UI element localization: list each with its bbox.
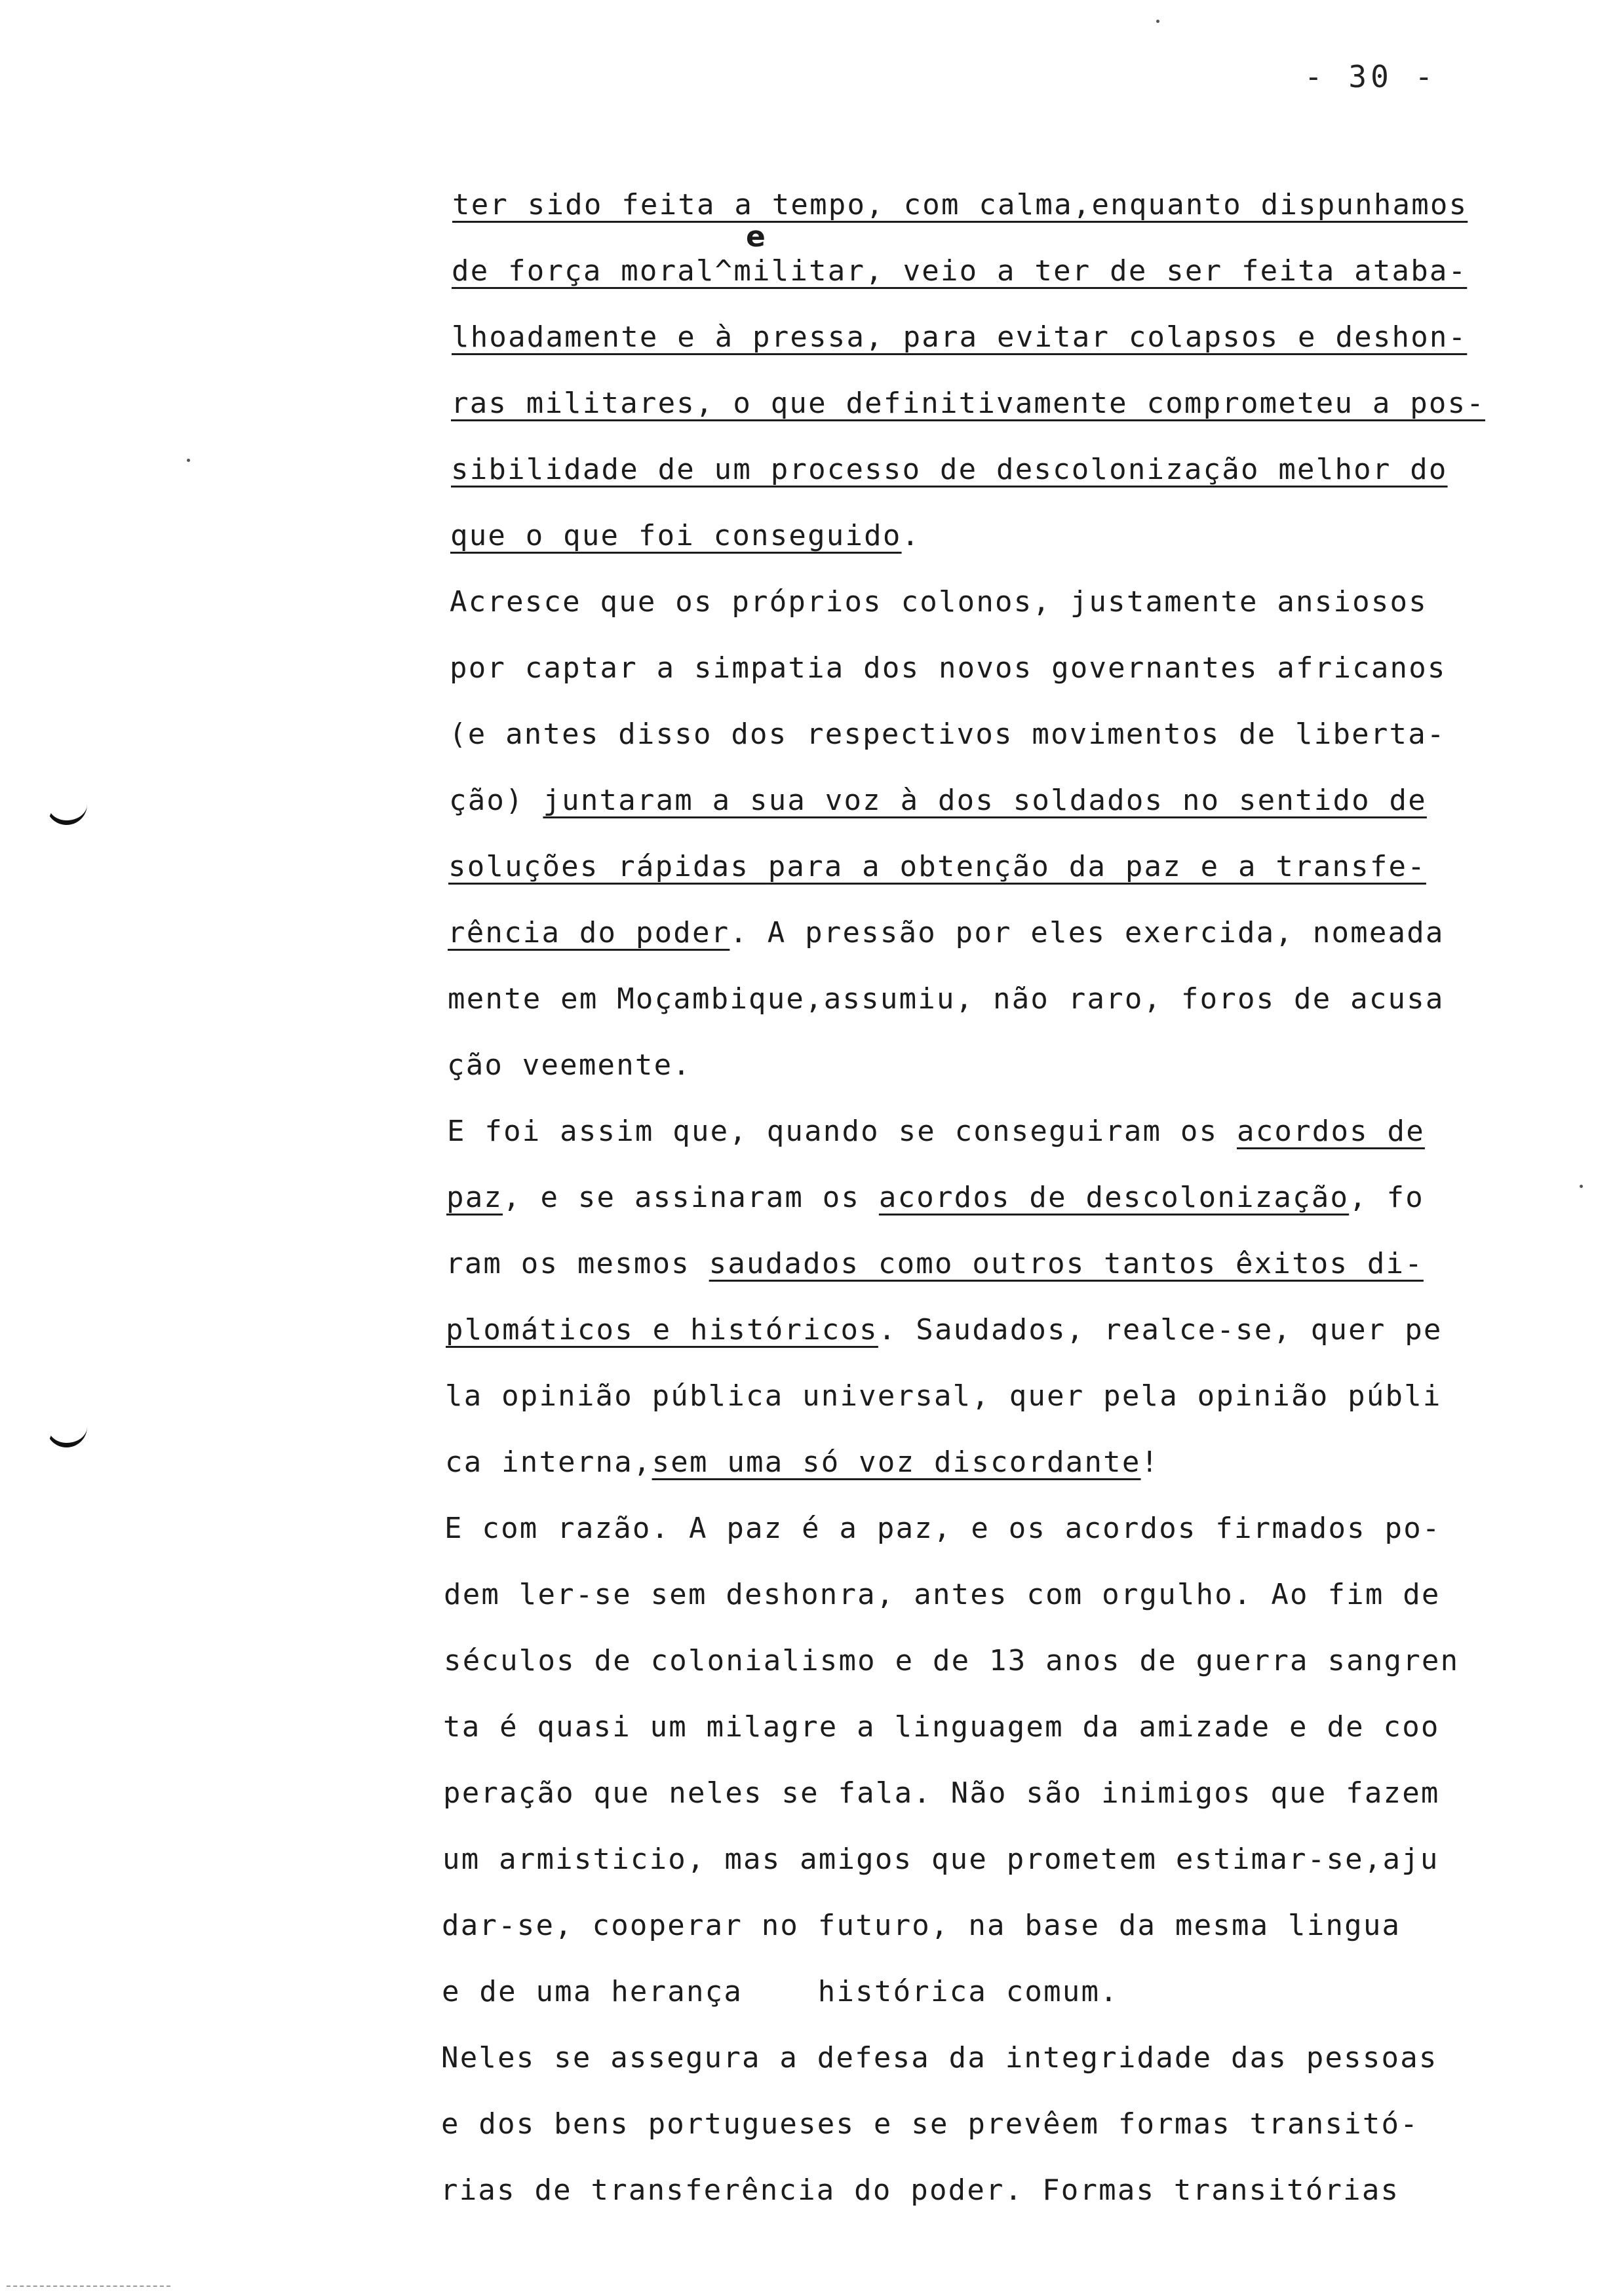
underlined-text: ras militares, o que definitivamente comprometeu a pos- bbox=[451, 387, 1485, 420]
underlined-text: sibilidade de um processo de descolonização melhor do bbox=[451, 453, 1448, 486]
underlined-text: juntaram a sua voz à dos soldados no sentido de bbox=[543, 784, 1427, 817]
text-segment: . bbox=[901, 519, 921, 552]
text-segment: e dos bens portugueses e se prevêem formas transitó- bbox=[441, 2107, 1419, 2141]
text-line bbox=[443, 1760, 1544, 1826]
underlined-text: sem uma só voz discordante bbox=[652, 1445, 1141, 1479]
scan-dot bbox=[1580, 1185, 1583, 1188]
underlined-text: lhoadamente e à pressa, para evitar colapsos e deshon- bbox=[452, 320, 1468, 354]
text-segment: séculos de colonialismo e de 13 anos de guerra sangren bbox=[444, 1644, 1460, 1677]
text-line bbox=[452, 238, 1553, 304]
text-segment: , e se assinaram os bbox=[503, 1181, 879, 1214]
text-segment: ta é quasi um milagre a linguagem da amizade e de coo bbox=[443, 1710, 1440, 1744]
text-segment: e de uma herança histórica comum. bbox=[442, 1975, 1119, 2008]
text-line bbox=[448, 966, 1549, 1032]
text-line bbox=[442, 1959, 1543, 2025]
text-segment: ram os mesmos bbox=[446, 1247, 709, 1280]
margin-mark bbox=[46, 1421, 87, 1447]
text-segment: , fo bbox=[1349, 1181, 1424, 1214]
text-segment: (e antes disso dos respectivos movimentos de liberta- bbox=[449, 718, 1446, 751]
text-line bbox=[442, 1826, 1544, 1892]
text-line bbox=[442, 1892, 1543, 1959]
underlined-text: saudados como outros tantos êxitos di- bbox=[709, 1247, 1424, 1280]
page-number: - 30 - bbox=[1304, 59, 1437, 94]
text-segment: E com razão. A paz é a paz, e os acordos firmados po- bbox=[444, 1512, 1441, 1545]
text-line bbox=[451, 370, 1552, 436]
text-segment: ção veemente. bbox=[447, 1048, 691, 1082]
underlined-text: soluções rápidas para a obtenção da paz e a transfe- bbox=[448, 850, 1426, 883]
text-line bbox=[450, 503, 1551, 569]
text-segment: Acresce que os próprios colonos, justamente ansiosos bbox=[450, 585, 1428, 619]
scan-dot bbox=[187, 459, 190, 462]
text-line bbox=[451, 436, 1552, 503]
text-line bbox=[450, 635, 1551, 701]
text-segment: ! bbox=[1140, 1445, 1160, 1479]
body-text bbox=[440, 172, 1553, 2223]
text-line bbox=[447, 1098, 1548, 1164]
text-segment: dar-se, cooperar no futuro, na base da mesma lingua bbox=[442, 1909, 1401, 1942]
text-segment: E foi assim que, quando se conseguiram os bbox=[447, 1115, 1237, 1148]
text-line bbox=[449, 767, 1550, 833]
underlined-text: acordos de bbox=[1237, 1115, 1425, 1148]
text-line bbox=[444, 1495, 1546, 1561]
text-segment: ca interna, bbox=[445, 1445, 652, 1479]
text-line bbox=[447, 1032, 1548, 1098]
underlined-text: de força moral^militar, veio a ter de ser feita ataba- bbox=[452, 254, 1468, 288]
text-line bbox=[446, 1164, 1547, 1231]
text-line bbox=[446, 1297, 1547, 1363]
margin-mark bbox=[46, 798, 87, 825]
text-segment: dem ler-se sem deshonra, antes com orgulho. Ao fim de bbox=[444, 1578, 1441, 1611]
scan-dot bbox=[1156, 20, 1159, 23]
scan-edge bbox=[7, 2286, 170, 2288]
text-segment: ção) bbox=[449, 784, 543, 817]
text-line bbox=[444, 1628, 1545, 1694]
text-segment: . Saudados, realce-se, quer pe bbox=[878, 1313, 1443, 1347]
text-line bbox=[448, 833, 1549, 900]
text-segment: um armisticio, mas amigos que prometem estimar-se,aju bbox=[442, 1843, 1439, 1876]
underlined-text: rência do poder bbox=[448, 916, 730, 949]
underlined-text: plomáticos e históricos bbox=[446, 1313, 878, 1347]
underlined-text: paz bbox=[446, 1181, 503, 1214]
text-line bbox=[452, 172, 1553, 238]
text-line bbox=[443, 1694, 1544, 1760]
text-line bbox=[450, 569, 1551, 635]
text-segment: la opinião pública universal, quer pela opinião públi bbox=[445, 1379, 1442, 1413]
text-segment: . A pressão por eles exercida, nomeada bbox=[730, 916, 1445, 949]
text-line bbox=[446, 1231, 1547, 1297]
text-line bbox=[449, 701, 1550, 767]
underlined-text: que o que foi conseguido bbox=[450, 519, 902, 552]
text-segment: peração que neles se fala. Não são inimigos que fazem bbox=[443, 1776, 1440, 1810]
text-line bbox=[445, 1429, 1546, 1495]
insertion-mark: e bbox=[746, 220, 766, 254]
text-line bbox=[441, 2091, 1542, 2157]
underlined-text: ter sido feita a tempo, com calma,enquanto dispunhamos bbox=[452, 188, 1468, 221]
text-segment: rias de transferência do poder. Formas transitórias bbox=[440, 2173, 1400, 2207]
text-line bbox=[444, 1561, 1545, 1628]
text-line bbox=[445, 1363, 1546, 1429]
text-line bbox=[441, 2025, 1542, 2091]
text-segment: Neles se assegura a defesa da integridade das pessoas bbox=[441, 2041, 1438, 2075]
text-segment: mente em Moçambique,assumiu, não raro, foros de acusa bbox=[448, 982, 1445, 1016]
text-line bbox=[440, 2157, 1542, 2223]
text-line bbox=[448, 900, 1549, 966]
text-segment: por captar a simpatia dos novos governantes africanos bbox=[450, 651, 1447, 685]
underlined-text: acordos de descolonização bbox=[878, 1181, 1350, 1214]
text-line bbox=[452, 304, 1553, 370]
